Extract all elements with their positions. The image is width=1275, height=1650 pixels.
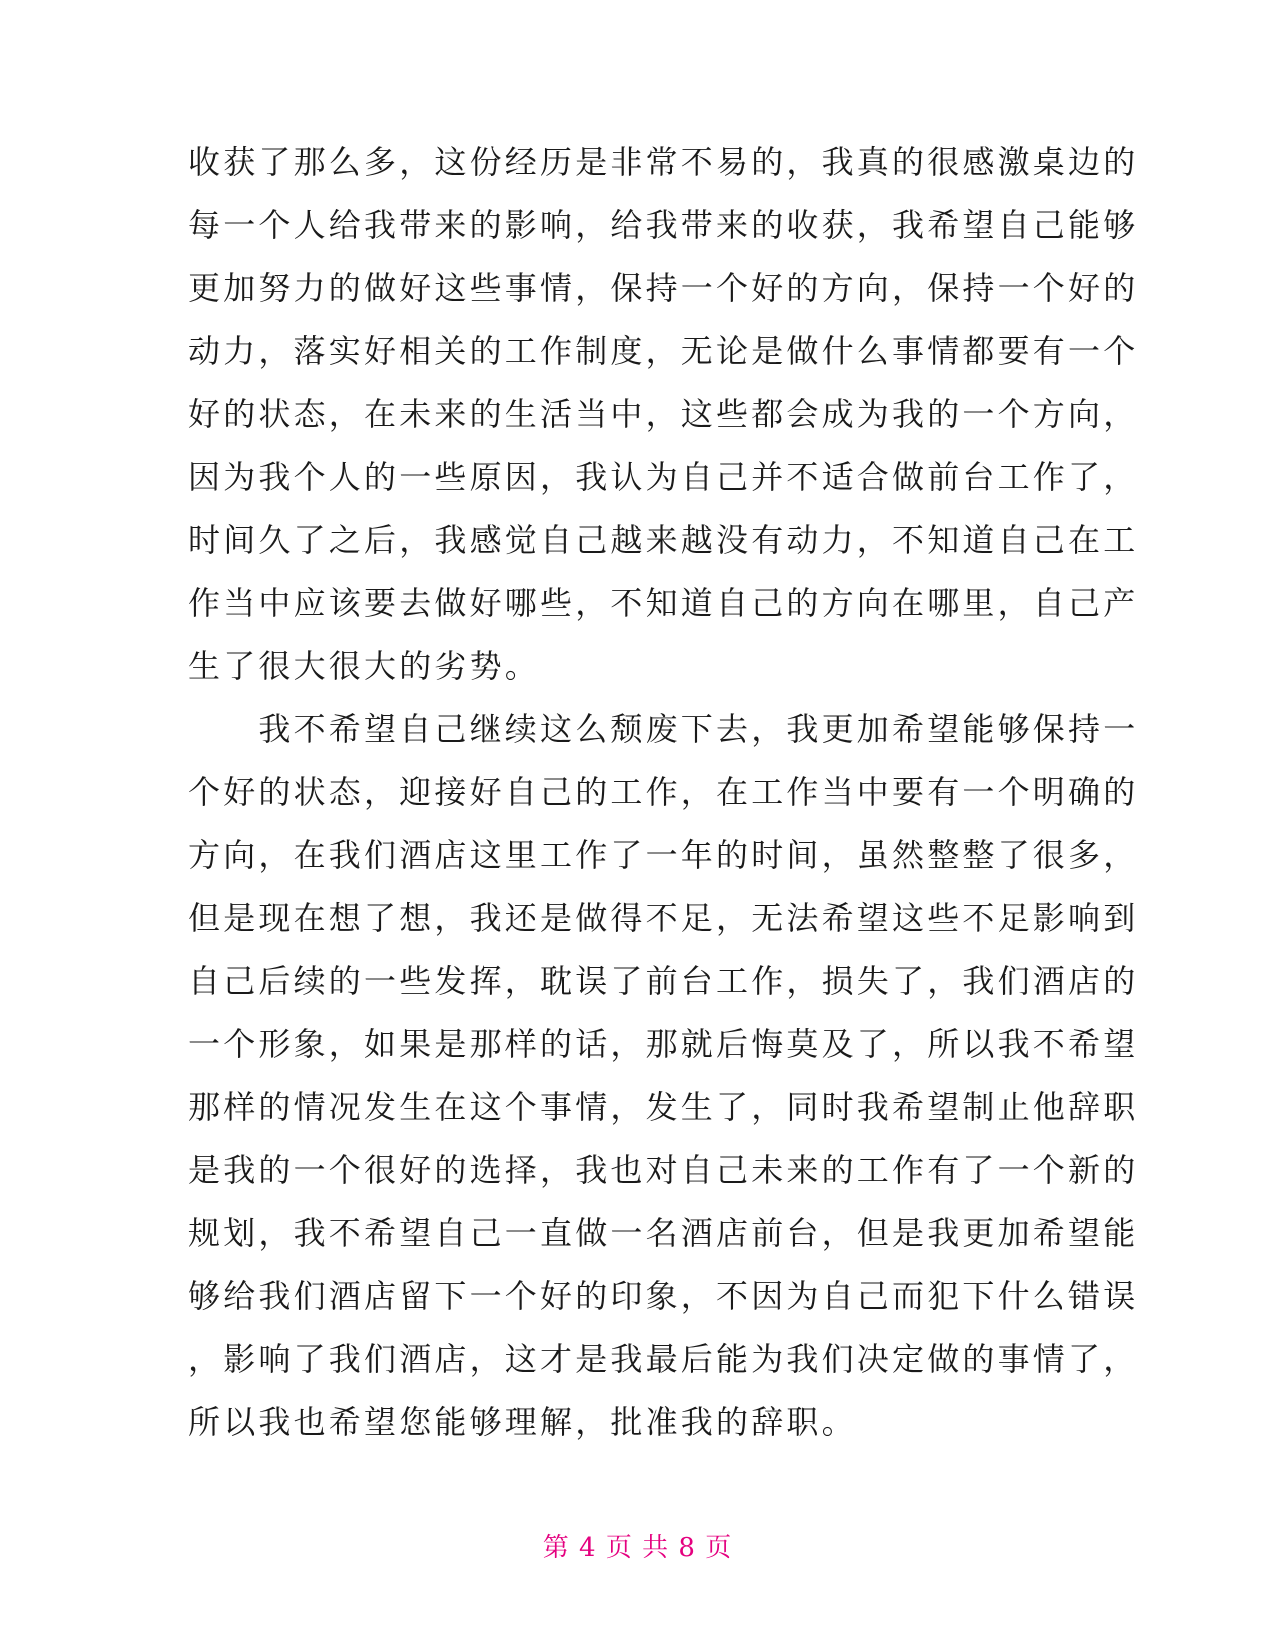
paragraph-line: 所以我也希望您能够理解，批准我的辞职。	[188, 1403, 857, 1441]
paragraph-line: 我不希望自己继续这么颓废下去，我更加希望能够保持一	[188, 710, 1139, 748]
paragraph-line: 因为我个人的一些原因，我认为自己并不适合做前台工作了，	[188, 458, 1139, 496]
paragraph-line: 更加努力的做好这些事情，保持一个好的方向，保持一个好的	[188, 269, 1139, 307]
paragraph-line: 个好的状态，迎接好自己的工作，在工作当中要有一个明确的	[188, 773, 1139, 811]
paragraph-line: 自己后续的一些发挥，耽误了前台工作，损失了，我们酒店的	[188, 962, 1139, 1000]
paragraph-line: 收获了那么多，这份经历是非常不易的，我真的很感激桌边的	[188, 143, 1139, 181]
paragraph-line: 是我的一个很好的选择，我也对自己未来的工作有了一个新的	[188, 1151, 1139, 1189]
paragraph-line: 好的状态，在未来的生活当中，这些都会成为我的一个方向，	[188, 395, 1139, 433]
paragraph-line: 时间久了之后，我感觉自己越来越没有动力，不知道自己在工	[188, 521, 1139, 559]
paragraph-line: 那样的情况发生在这个事情，发生了，同时我希望制止他辞职	[188, 1088, 1139, 1126]
paragraph-line: 方向，在我们酒店这里工作了一年的时间，虽然整整了很多，	[188, 836, 1139, 874]
paragraph-line: 一个形象，如果是那样的话，那就后悔莫及了，所以我不希望	[188, 1025, 1139, 1063]
paragraph-line: 但是现在想了想，我还是做得不足，无法希望这些不足影响到	[188, 899, 1139, 937]
page-number-footer: 第 4 页 共 8 页	[542, 1533, 733, 1563]
paragraph-line: 生了很大很大的劣势。	[188, 647, 541, 685]
paragraph-line: 动力，落实好相关的工作制度，无论是做什么事情都要有一个	[188, 332, 1139, 370]
paragraph-line: 每一个人给我带来的影响，给我带来的收获，我希望自己能够	[188, 206, 1139, 244]
paragraph-line: 规划，我不希望自己一直做一名酒店前台，但是我更加希望能	[188, 1214, 1139, 1252]
paragraph-line: ，影响了我们酒店，这才是我最后能为我们决定做的事情了，	[188, 1340, 1139, 1378]
paragraph-line: 作当中应该要去做好哪些，不知道自己的方向在哪里，自己产	[188, 584, 1139, 622]
paragraph-line: 够给我们酒店留下一个好的印象，不因为自己而犯下什么错误	[188, 1277, 1139, 1315]
